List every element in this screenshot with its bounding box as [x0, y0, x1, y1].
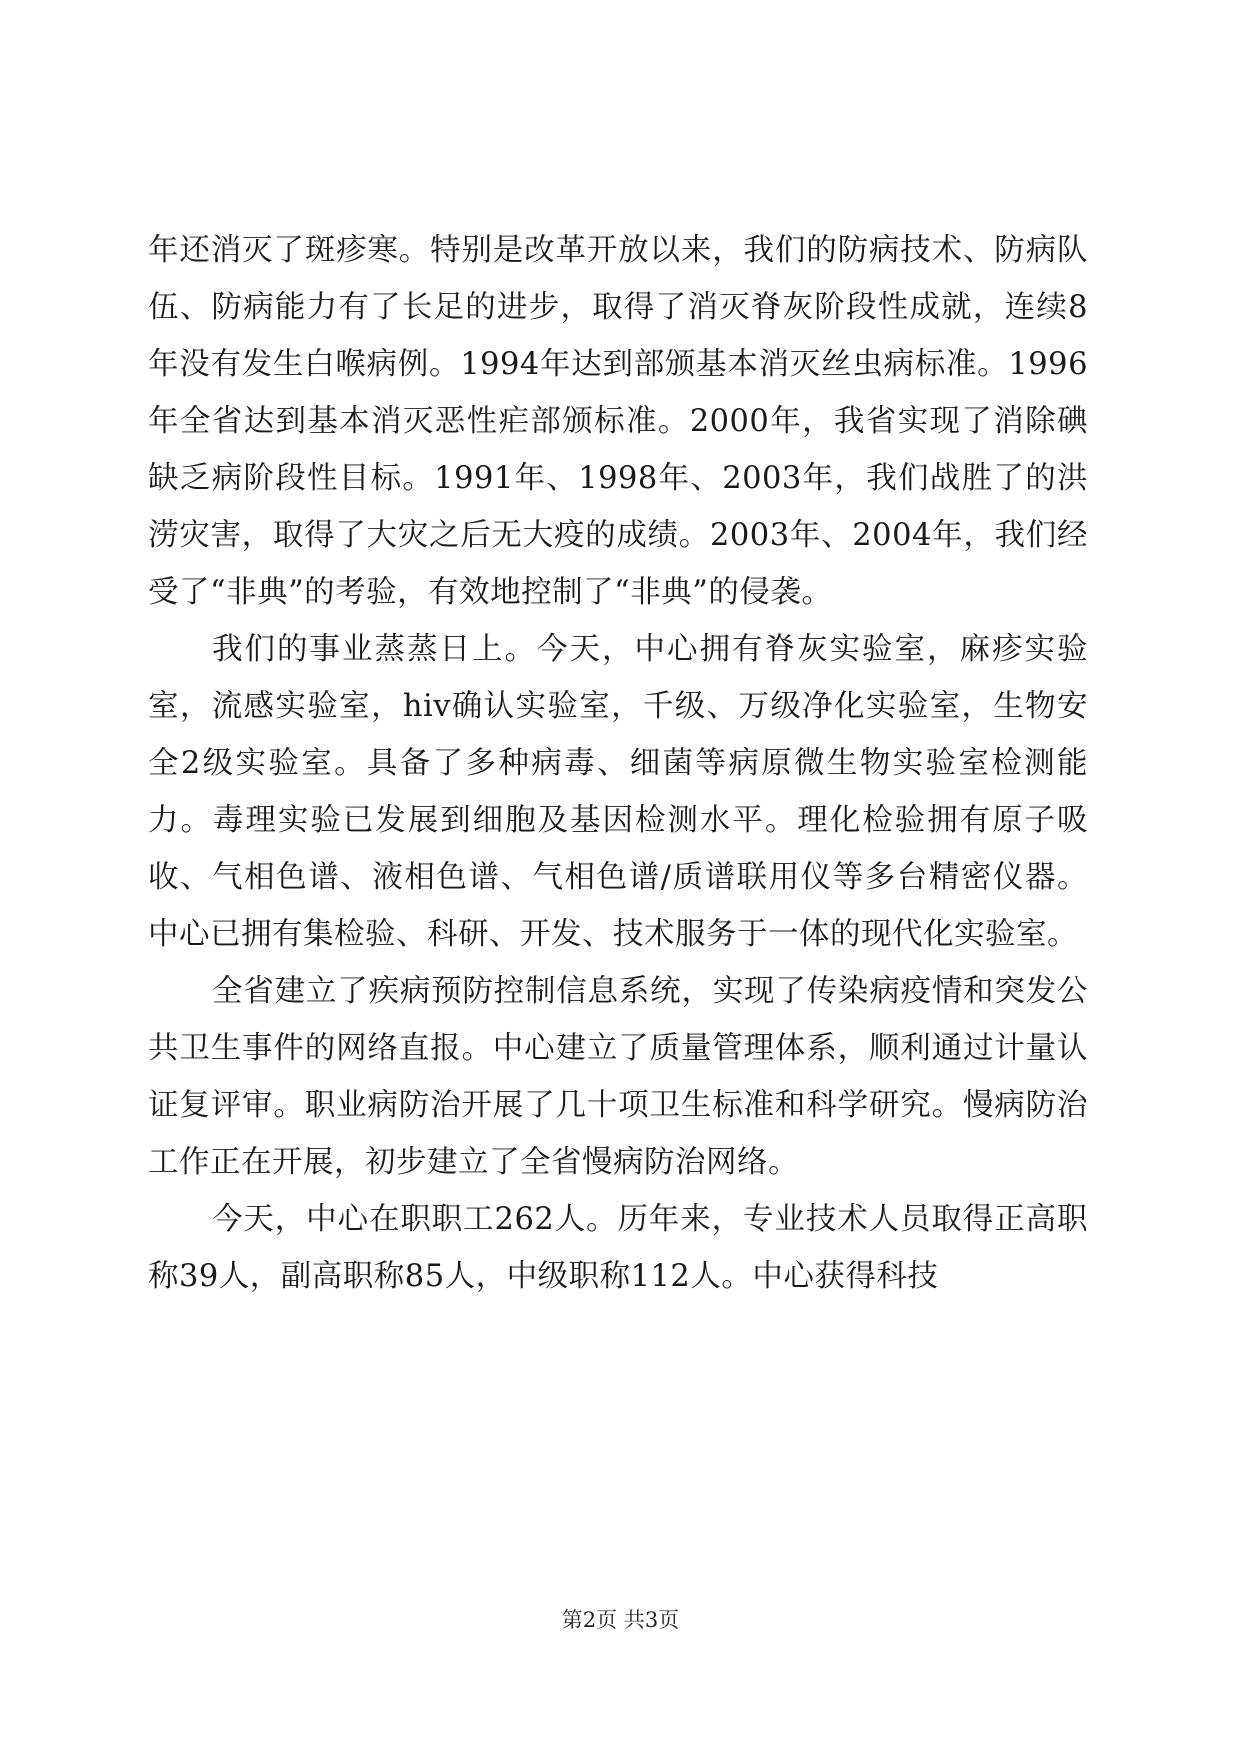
- paragraph-staff: 今天，中心在职职工262人。历年来，专业技术人员取得正高职称39人，副高职称85人，中级职称112人。中心获得科技: [148, 1202, 1088, 1294]
- paragraph-information-system: 全省建立了疾病预防控制信息系统，实现了传染病疫情和突发公共卫生事件的网络直报。中心建立了质量管理体系，顺利通过计量认证复评审。职业病防治开展了几十项卫生标准和科学研究。慢病防治工作正在开展，初步建立了全省慢病防治网络。: [148, 974, 1088, 1180]
- paragraph-laboratories: 我们的事业蒸蒸日上。今天，中心拥有脊灰实验室，麻疹实验室，流感实验室，hiv确认实验室，千级、万级净化实验室，生物安全2级实验室。具备了多种病毒、细菌等病原微生物实验室检测能力。毒理实验已发展到细胞及基因检测水平。理化检验拥有原子吸收、气相色谱、液相色谱、气相色谱/质谱联用仪等多台精密仪器。中心已拥有集检验、科研、开发、技术服务于一体的现代化实验室。: [148, 632, 1088, 952]
- paragraph-continuation: 年还消灭了斑疹寒。特别是改革开放以来，我们的防病技术、防病队伍、防病能力有了长足的进步，取得了消灭脊灰阶段性成就，连续8年没有发生白喉病例。1994年达到部颁基本消灭丝虫病标准。1996年全省达到基本消灭恶性疟部颁标准。2000年，我省实现了消除碘缺乏病阶段性目标。1991年、1998年、2003年，我们战胜了的洪涝灾害，取得了大灾之后无大疫的成绩。2003年、2004年，我们经受了“非典”的考验，有效地控制了“非典”的侵袭。: [148, 233, 1088, 610]
- document-body: [148, 222, 1088, 1305]
- page-number-footer: 第2页 共3页: [561, 1608, 680, 1632]
